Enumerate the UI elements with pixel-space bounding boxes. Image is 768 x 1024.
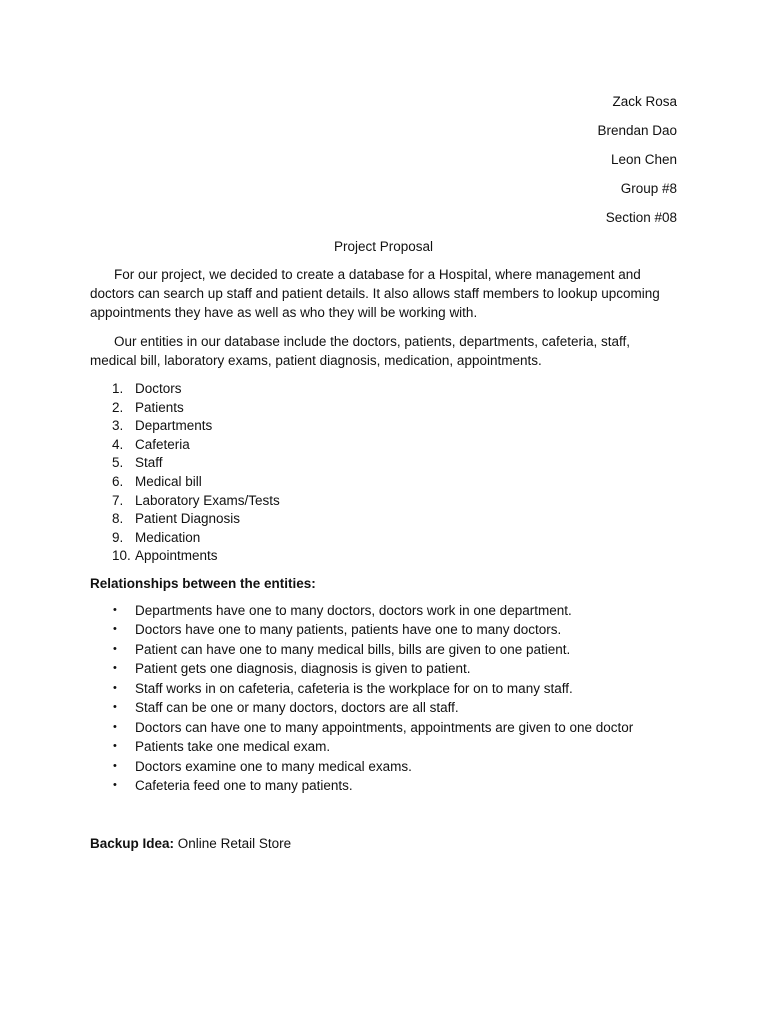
list-item-label: Departments xyxy=(135,418,213,434)
list-number: 9. xyxy=(112,529,124,545)
intro-paragraph: For our project, we decided to create a database for a Hospital, where management and doctors can search up staff and patient details. It also allows staff members to lookup upcoming appointments they have as well as who they will be working with. xyxy=(90,267,660,320)
list-item xyxy=(90,601,677,621)
list-number: 4. xyxy=(112,436,124,452)
list-item xyxy=(90,399,677,418)
list-item xyxy=(90,417,677,436)
backup-label: Backup Idea: xyxy=(90,835,175,851)
list-item-label: Patients xyxy=(135,399,184,415)
bullet-icon: • xyxy=(113,720,117,733)
list-item-label: Medical bill xyxy=(135,473,202,489)
list-number: 1. xyxy=(112,381,124,396)
list-item-label: Staff works in on cafeteria, cafeteria is the workplace for on to many staff. xyxy=(135,680,573,696)
list-number: 10. xyxy=(112,548,131,564)
list-item xyxy=(90,757,677,777)
list-item-label: Staff xyxy=(135,455,163,471)
author-name: Leon Chen xyxy=(610,152,677,167)
author-block xyxy=(90,92,677,237)
backup-idea xyxy=(90,834,677,853)
list-item-label: Patient gets one diagnosis, diagnosis is given to patient. xyxy=(135,661,471,677)
list-item-label: Appointments xyxy=(135,548,218,564)
document-body xyxy=(90,92,677,853)
list-item xyxy=(90,492,677,511)
bullet-icon: • xyxy=(113,701,117,714)
list-item-label: Doctors xyxy=(135,381,182,396)
list-item xyxy=(90,698,677,718)
list-item-label: Patient can have one to many medical bills, bills are given to one patient. xyxy=(135,641,571,657)
list-item xyxy=(90,640,677,660)
relationship-list xyxy=(90,601,677,796)
list-item-label: Cafeteria xyxy=(135,436,190,452)
bullet-icon: • xyxy=(113,603,117,616)
list-item-label: Patient Diagnosis xyxy=(135,511,241,527)
entities-paragraph: Our entities in our database include the doctors, patients, departments, cafeteria, staff, medical bill, laboratory exams, patient diagnosis, medication, appointments. xyxy=(90,334,631,368)
bullet-icon: • xyxy=(113,642,117,655)
bullet-icon: • xyxy=(113,662,117,675)
list-item xyxy=(90,737,677,757)
list-item-label: Staff can be one or many doctors, doctors are all staff. xyxy=(135,700,459,716)
bullet-icon: • xyxy=(113,740,117,753)
bullet-icon: • xyxy=(113,623,117,636)
bullet-icon: • xyxy=(113,681,117,694)
list-item xyxy=(90,679,677,699)
list-item-label: Doctors have one to many patients, patients have one to many doctors. xyxy=(135,622,562,638)
relationships-heading: Relationships between the entities: xyxy=(90,575,316,591)
list-item xyxy=(90,510,677,529)
list-number: 2. xyxy=(112,399,124,415)
list-item-label: Medication xyxy=(135,529,201,545)
bullet-icon: • xyxy=(113,759,117,772)
list-number: 6. xyxy=(112,473,124,489)
list-item xyxy=(90,620,677,640)
list-number: 3. xyxy=(112,418,124,434)
list-item xyxy=(90,436,677,455)
list-item-label: Cafeteria feed one to many patients. xyxy=(135,778,353,794)
author-name: Zack Rosa xyxy=(612,94,677,109)
list-number: 7. xyxy=(112,492,124,508)
list-item xyxy=(90,454,677,473)
backup-value: Online Retail Store xyxy=(177,835,292,851)
author-name: Brendan Dao xyxy=(597,123,677,138)
list-item-label: Doctors examine one to many medical exams. xyxy=(135,758,412,774)
list-item xyxy=(90,718,677,738)
list-item-label: Doctors can have one to many appointments, appointments are given to one doctor xyxy=(135,719,634,735)
list-item-label: Laboratory Exams/Tests xyxy=(135,492,280,508)
list-item-label: Patients take one medical exam. xyxy=(135,739,331,755)
list-item xyxy=(90,659,677,679)
bullet-icon: • xyxy=(113,779,117,792)
list-item xyxy=(90,547,677,566)
list-number: 8. xyxy=(112,511,124,527)
list-item-label: Departments have one to many doctors, doctors work in one department. xyxy=(135,602,572,618)
list-item xyxy=(90,776,677,796)
list-number: 5. xyxy=(112,455,124,471)
entity-list xyxy=(90,380,677,566)
section-number: Section #08 xyxy=(605,210,677,225)
document-title: Project Proposal xyxy=(333,239,434,254)
group-number: Group #8 xyxy=(620,181,677,196)
list-item xyxy=(90,380,677,399)
list-item xyxy=(90,529,677,548)
list-item xyxy=(90,473,677,492)
